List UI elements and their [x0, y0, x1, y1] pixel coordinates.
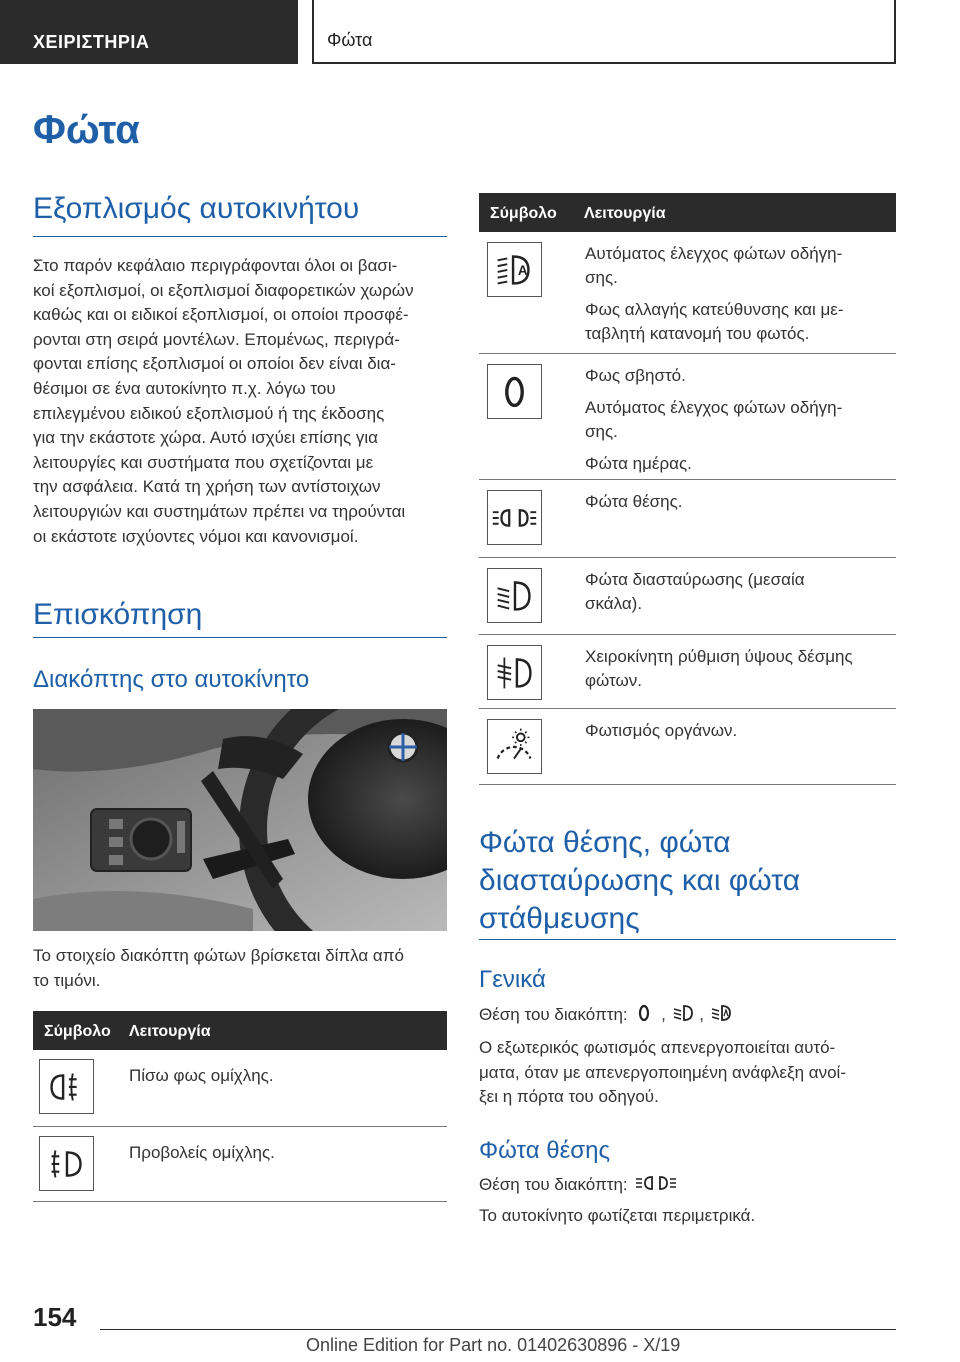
left-table-header — [33, 1011, 447, 1050]
switch-position-line — [479, 1002, 899, 1028]
heading-line: Φώτα θέσης, φώτα — [479, 826, 731, 859]
parking-light-icon — [487, 490, 542, 545]
footer-rule — [100, 1329, 896, 1330]
header-section-label: ΧΕΙΡΙΣΤΗΡΙΑ — [33, 32, 150, 52]
function-text: Φώτα διασταύρωσης (μεσαία σκάλα). — [585, 570, 805, 613]
function-cell — [585, 364, 890, 484]
function-cell — [585, 568, 890, 624]
table-row — [479, 558, 896, 635]
headlight-range-control-icon — [487, 645, 542, 700]
function-column-header: Λειτουργία — [129, 1023, 211, 1040]
equipment-paragraph — [33, 254, 453, 549]
para-line: ματα, όταν με απενεργοποιημένη ανάφλεξη ανοί- — [479, 1062, 846, 1082]
function-cell — [585, 719, 890, 751]
para-line: κοί εξοπλισμοί, οι εξοπλισμοί διαφορετικών χωρών — [33, 280, 414, 300]
header-topic-label: Φώτα — [327, 30, 373, 50]
function-column-header: Λειτουργία — [584, 205, 666, 222]
switch-position-label: Θέση του διακόπτη: — [479, 1005, 628, 1024]
right-table-header — [479, 193, 896, 232]
lights-off-icon — [487, 364, 542, 419]
low-beam-icon — [671, 1002, 695, 1024]
table-row — [479, 709, 896, 785]
parking-lights-heading: Φώτα θέσης — [479, 1137, 611, 1164]
function-cell — [585, 242, 890, 354]
header-section-tab — [0, 0, 298, 64]
symbol-column-header: Σύμβολο — [490, 205, 557, 222]
table-row — [479, 354, 896, 480]
page-title: Φώτα — [33, 108, 140, 152]
function-text: Φωτισμός οργάνων. — [585, 721, 738, 740]
separator-comma: , — [699, 1005, 705, 1024]
para-line: καθώς και οι ειδικοί εξοπλισμοί, οι οποίοι προσφέ- — [33, 305, 409, 325]
page-number: 154 — [33, 1302, 77, 1332]
position-lights-heading — [479, 824, 800, 938]
rear-fog-light-icon — [39, 1059, 94, 1114]
function-text: Φως αλλαγής κατεύθυνσης και με- ταβλητή κατανομή του φωτός. — [585, 300, 844, 343]
para-line: για την εκάστοτε χώρα. Αυτό ισχύει επίσης για — [33, 428, 379, 448]
position-lights-rule — [479, 939, 896, 940]
function-cell — [129, 1141, 439, 1173]
light-switch-photo — [33, 709, 447, 931]
para-line: επιλεγμένου ειδικού εξοπλισμού ή της έκδοσης — [33, 403, 385, 423]
function-cell — [129, 1064, 439, 1096]
equipment-heading: Εξοπλισμός αυτοκινήτου — [33, 192, 360, 225]
function-text: Φώτα θέσης. — [585, 492, 683, 511]
heading-line: διασταύρωσης και φώτα — [479, 864, 801, 897]
parking-switch-line — [479, 1172, 899, 1198]
low-beam-icon — [487, 568, 542, 623]
symbol-column-header: Σύμβολο — [44, 1023, 111, 1040]
function-text: Φως σβηστό. — [585, 366, 686, 385]
overview-subheading: Διακόπτης στο αυτοκίνητο — [33, 666, 310, 693]
lights-off-icon — [632, 1002, 656, 1024]
caption-line: το τιμόνι. — [33, 970, 101, 990]
table-row — [479, 480, 896, 558]
function-text: Χειροκίνητη ρύθμιση ύψους δέσμης φώτων. — [585, 647, 853, 690]
switch-position-label: Θέση του διακόπτη: — [479, 1175, 628, 1194]
overview-rule — [33, 637, 447, 638]
parking-light-icon — [632, 1172, 680, 1194]
function-text: Αυτόματος έλεγχος φώτων οδήγη- σης. — [585, 244, 843, 287]
function-text: Αυτόματος έλεγχος φώτων οδήγη- σης. — [585, 398, 843, 441]
para-line: ξει η πόρτα του οδηγού. — [479, 1087, 659, 1107]
table-row — [33, 1050, 447, 1127]
svg-text:A: A — [517, 262, 528, 278]
header-topic-box — [312, 0, 896, 64]
para-line: την ασφάλεια. Κατά τη χρήση των αντίστοιχων — [33, 477, 381, 497]
automatic-headlight-icon — [487, 242, 542, 297]
edition-text: Online Edition for Part no. 01402630896 - X/19 — [306, 1335, 681, 1355]
general-paragraph — [479, 1036, 899, 1110]
general-heading: Γενικά — [479, 966, 546, 993]
overview-heading: Επισκόπηση — [33, 598, 203, 631]
para-line: Στο παρόν κεφάλαιο περιγράφονται όλοι οι βασι- — [33, 256, 398, 275]
para-line: φονται επίσης εξοπλισμοί οι οποίοι δεν είναι δια- — [33, 354, 396, 374]
table-row — [479, 635, 896, 709]
para-line: λειτουργιών και συστημάτων πρέπει να τηρούνται — [33, 501, 406, 521]
para-line: λειτουργίες και συστήματα που σχετίζονται με — [33, 452, 374, 472]
instrument-lighting-icon — [487, 719, 542, 774]
overview-caption — [33, 944, 453, 993]
function-text: Φώτα ημέρας. — [585, 454, 692, 473]
front-fog-light-icon — [39, 1136, 94, 1191]
table-row — [33, 1127, 447, 1202]
automatic-headlight-icon — [709, 1002, 733, 1024]
para-line: θέσιμοι σε ένα αυτοκίνητο π.χ. λόγω του — [33, 378, 336, 398]
function-text: Πίσω φως ομίχλης. — [129, 1066, 274, 1085]
equipment-rule — [33, 236, 447, 237]
parking-text: Το αυτοκίνητο φωτίζεται περιμετρικά. — [479, 1206, 756, 1225]
separator-comma: , — [661, 1005, 666, 1024]
para-line: ρονται στη σειρά μοντέλων. Επομένως, περιγρά- — [33, 329, 400, 349]
table-row — [479, 232, 896, 354]
caption-line: Το στοιχείο διακόπτη φώτων βρίσκεται δίπλα από — [33, 946, 404, 965]
function-text: Προβολείς ομίχλης. — [129, 1143, 275, 1162]
para-line: Ο εξωτερικός φωτισμός απενεργοποιείται αυτό- — [479, 1038, 836, 1057]
heading-line: στάθμευσης — [479, 902, 640, 935]
function-cell — [585, 490, 890, 522]
function-cell — [585, 645, 890, 701]
para-line: οι εκάστοτε ισχύοντες νόμοι και κανονισμοί. — [33, 526, 359, 546]
